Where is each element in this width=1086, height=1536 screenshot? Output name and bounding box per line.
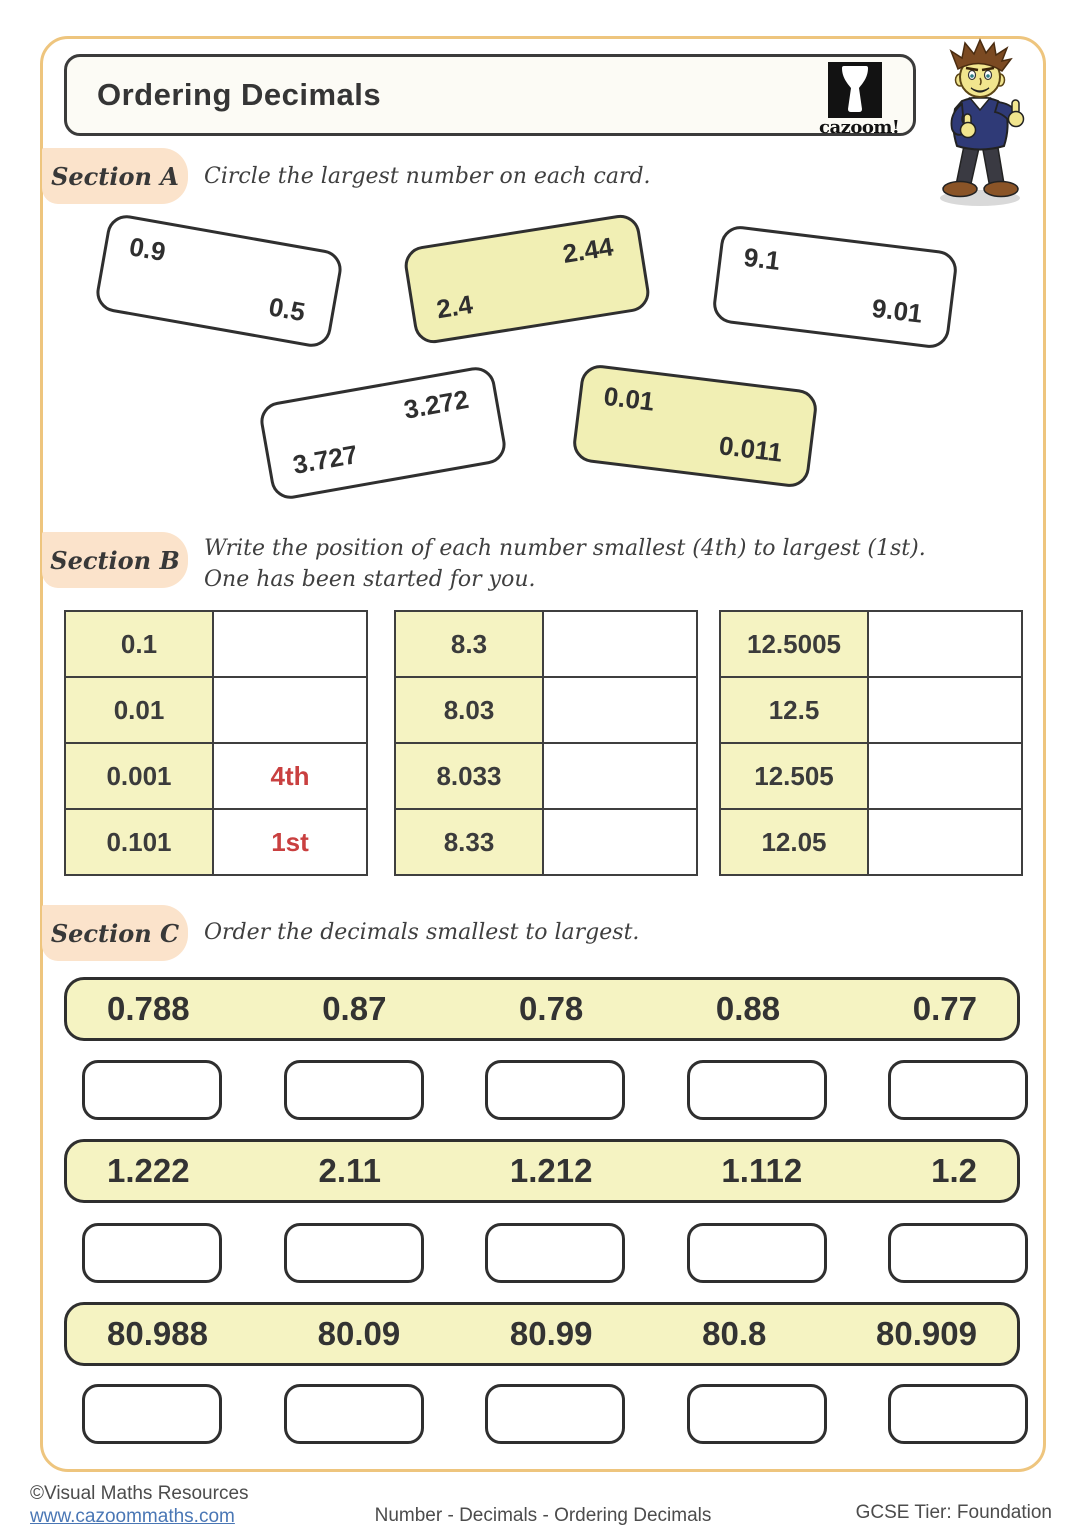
card-number[interactable]: 3.727 (290, 439, 360, 480)
answer-box[interactable] (485, 1223, 625, 1283)
number-cell: 12.5 (720, 677, 868, 743)
answer-box[interactable] (687, 1384, 827, 1444)
answer-cell[interactable] (213, 611, 367, 677)
table-row (720, 743, 1022, 809)
strip-number: 80.99 (509, 1315, 593, 1352)
card-number[interactable]: 0.011 (717, 430, 785, 468)
table-row (65, 743, 367, 809)
answer-box[interactable] (485, 1384, 625, 1444)
footer-tier-text: GCSE Tier: Foundation (855, 1502, 1052, 1523)
table-row (720, 677, 1022, 743)
number-cell: 12.05 (720, 809, 868, 875)
answer-cell[interactable] (213, 677, 367, 743)
answer-cell[interactable] (868, 677, 1022, 743)
strip-number: 1.222 (107, 1152, 190, 1189)
table-row (395, 611, 697, 677)
strip-number: 80.8 (702, 1315, 767, 1352)
answer-box[interactable] (82, 1060, 222, 1120)
answer-cell[interactable] (868, 809, 1022, 875)
title-bar (64, 54, 916, 136)
mascot-character (922, 38, 1040, 210)
section-c-label (42, 905, 188, 961)
answer-box[interactable] (284, 1223, 424, 1283)
table-row (395, 809, 697, 875)
website-link[interactable]: www.cazoommaths.com (30, 1506, 235, 1527)
section-a-label (42, 148, 188, 204)
section-c-instruction: Order the decimals smallest to largest. (204, 920, 640, 945)
strip-number: 0.788 (107, 990, 190, 1027)
cazoom-logo (819, 62, 900, 138)
answer-box[interactable] (82, 1384, 222, 1444)
strip-number: 0.87 (322, 990, 387, 1027)
number-cell: 0.1 (65, 611, 213, 677)
page-title: Ordering Decimals (97, 77, 382, 112)
answer-cell[interactable] (868, 743, 1022, 809)
number-cell: 12.5005 (720, 611, 868, 677)
card-number[interactable]: 9.1 (742, 241, 782, 276)
number-cell: 0.001 (65, 743, 213, 809)
logo-wordmark: cazoom! (819, 117, 900, 138)
answer-box[interactable] (687, 1223, 827, 1283)
card-number[interactable]: 0.5 (266, 291, 308, 328)
section-b-label-text: Section B (50, 545, 180, 575)
section-a-label-text: Section A (51, 161, 179, 191)
answer-box[interactable] (687, 1060, 827, 1120)
table-row (720, 611, 1022, 677)
table-row (65, 611, 367, 677)
answer-cell[interactable] (543, 809, 697, 875)
strip-number: 80.909 (876, 1315, 977, 1352)
answer-box-row (82, 1060, 1028, 1120)
answer-box-row (82, 1223, 1028, 1283)
section-b-label (42, 532, 188, 588)
table-row (395, 677, 697, 743)
decimal-strip (64, 977, 1020, 1041)
ordering-table-2 (394, 610, 698, 876)
ordering-table-1 (64, 610, 368, 876)
card-number[interactable]: 3.272 (401, 383, 471, 425)
card-number[interactable]: 0.01 (602, 380, 657, 417)
answer-box[interactable] (82, 1223, 222, 1283)
answer-box[interactable] (888, 1223, 1028, 1283)
answer-cell[interactable] (543, 677, 697, 743)
answer-cell[interactable]: 1st (213, 809, 367, 875)
answer-box[interactable] (888, 1060, 1028, 1120)
strip-number: 1.212 (509, 1152, 593, 1189)
strip-number: 80.988 (107, 1315, 208, 1352)
table-row (395, 743, 697, 809)
card-number[interactable]: 2.4 (434, 289, 475, 325)
table-row (65, 677, 367, 743)
card-number[interactable]: 0.9 (127, 231, 168, 268)
card-number[interactable]: 2.44 (560, 231, 616, 269)
answer-cell[interactable] (543, 611, 697, 677)
number-cell: 8.3 (395, 611, 543, 677)
decimal-strip (64, 1302, 1020, 1366)
answer-cell[interactable] (543, 743, 697, 809)
strip-number: 1.2 (931, 1152, 977, 1189)
section-c-label-text: Section C (50, 918, 180, 948)
number-cell: 8.033 (395, 743, 543, 809)
answer-box[interactable] (888, 1384, 1028, 1444)
number-cell: 12.505 (720, 743, 868, 809)
card-number[interactable]: 9.01 (870, 292, 925, 329)
table-row (65, 809, 367, 875)
copyright-text: ©Visual Maths Resources (30, 1483, 249, 1504)
ordering-table-3 (719, 610, 1023, 876)
section-b-instruction-line2: One has been started for you. (204, 567, 536, 592)
table-row (720, 809, 1022, 875)
answer-box[interactable] (284, 1060, 424, 1120)
strip-number: 0.88 (715, 990, 781, 1027)
section-a-instruction: Circle the largest number on each card. (204, 164, 651, 189)
strip-number: 80.09 (317, 1315, 401, 1352)
footer-topic-text: Number - Decimals - Ordering Decimals (374, 1505, 712, 1526)
answer-cell[interactable] (868, 611, 1022, 677)
answer-box[interactable] (284, 1384, 424, 1444)
answer-cell[interactable]: 4th (213, 743, 367, 809)
answer-box[interactable] (485, 1060, 625, 1120)
number-cell: 0.101 (65, 809, 213, 875)
number-cell: 8.33 (395, 809, 543, 875)
number-cell: 0.01 (65, 677, 213, 743)
drum-icon (828, 62, 882, 118)
strip-number: 0.78 (519, 990, 584, 1027)
answer-box-row (82, 1384, 1028, 1444)
strip-number: 0.77 (912, 990, 977, 1027)
section-b-instruction-line1: Write the position of each number smallest (4th) to largest (1st). (204, 536, 926, 561)
strip-number: 2.11 (318, 1152, 381, 1189)
decimal-strip (64, 1139, 1020, 1203)
strip-number: 1.112 (721, 1152, 803, 1189)
number-cell: 8.03 (395, 677, 543, 743)
